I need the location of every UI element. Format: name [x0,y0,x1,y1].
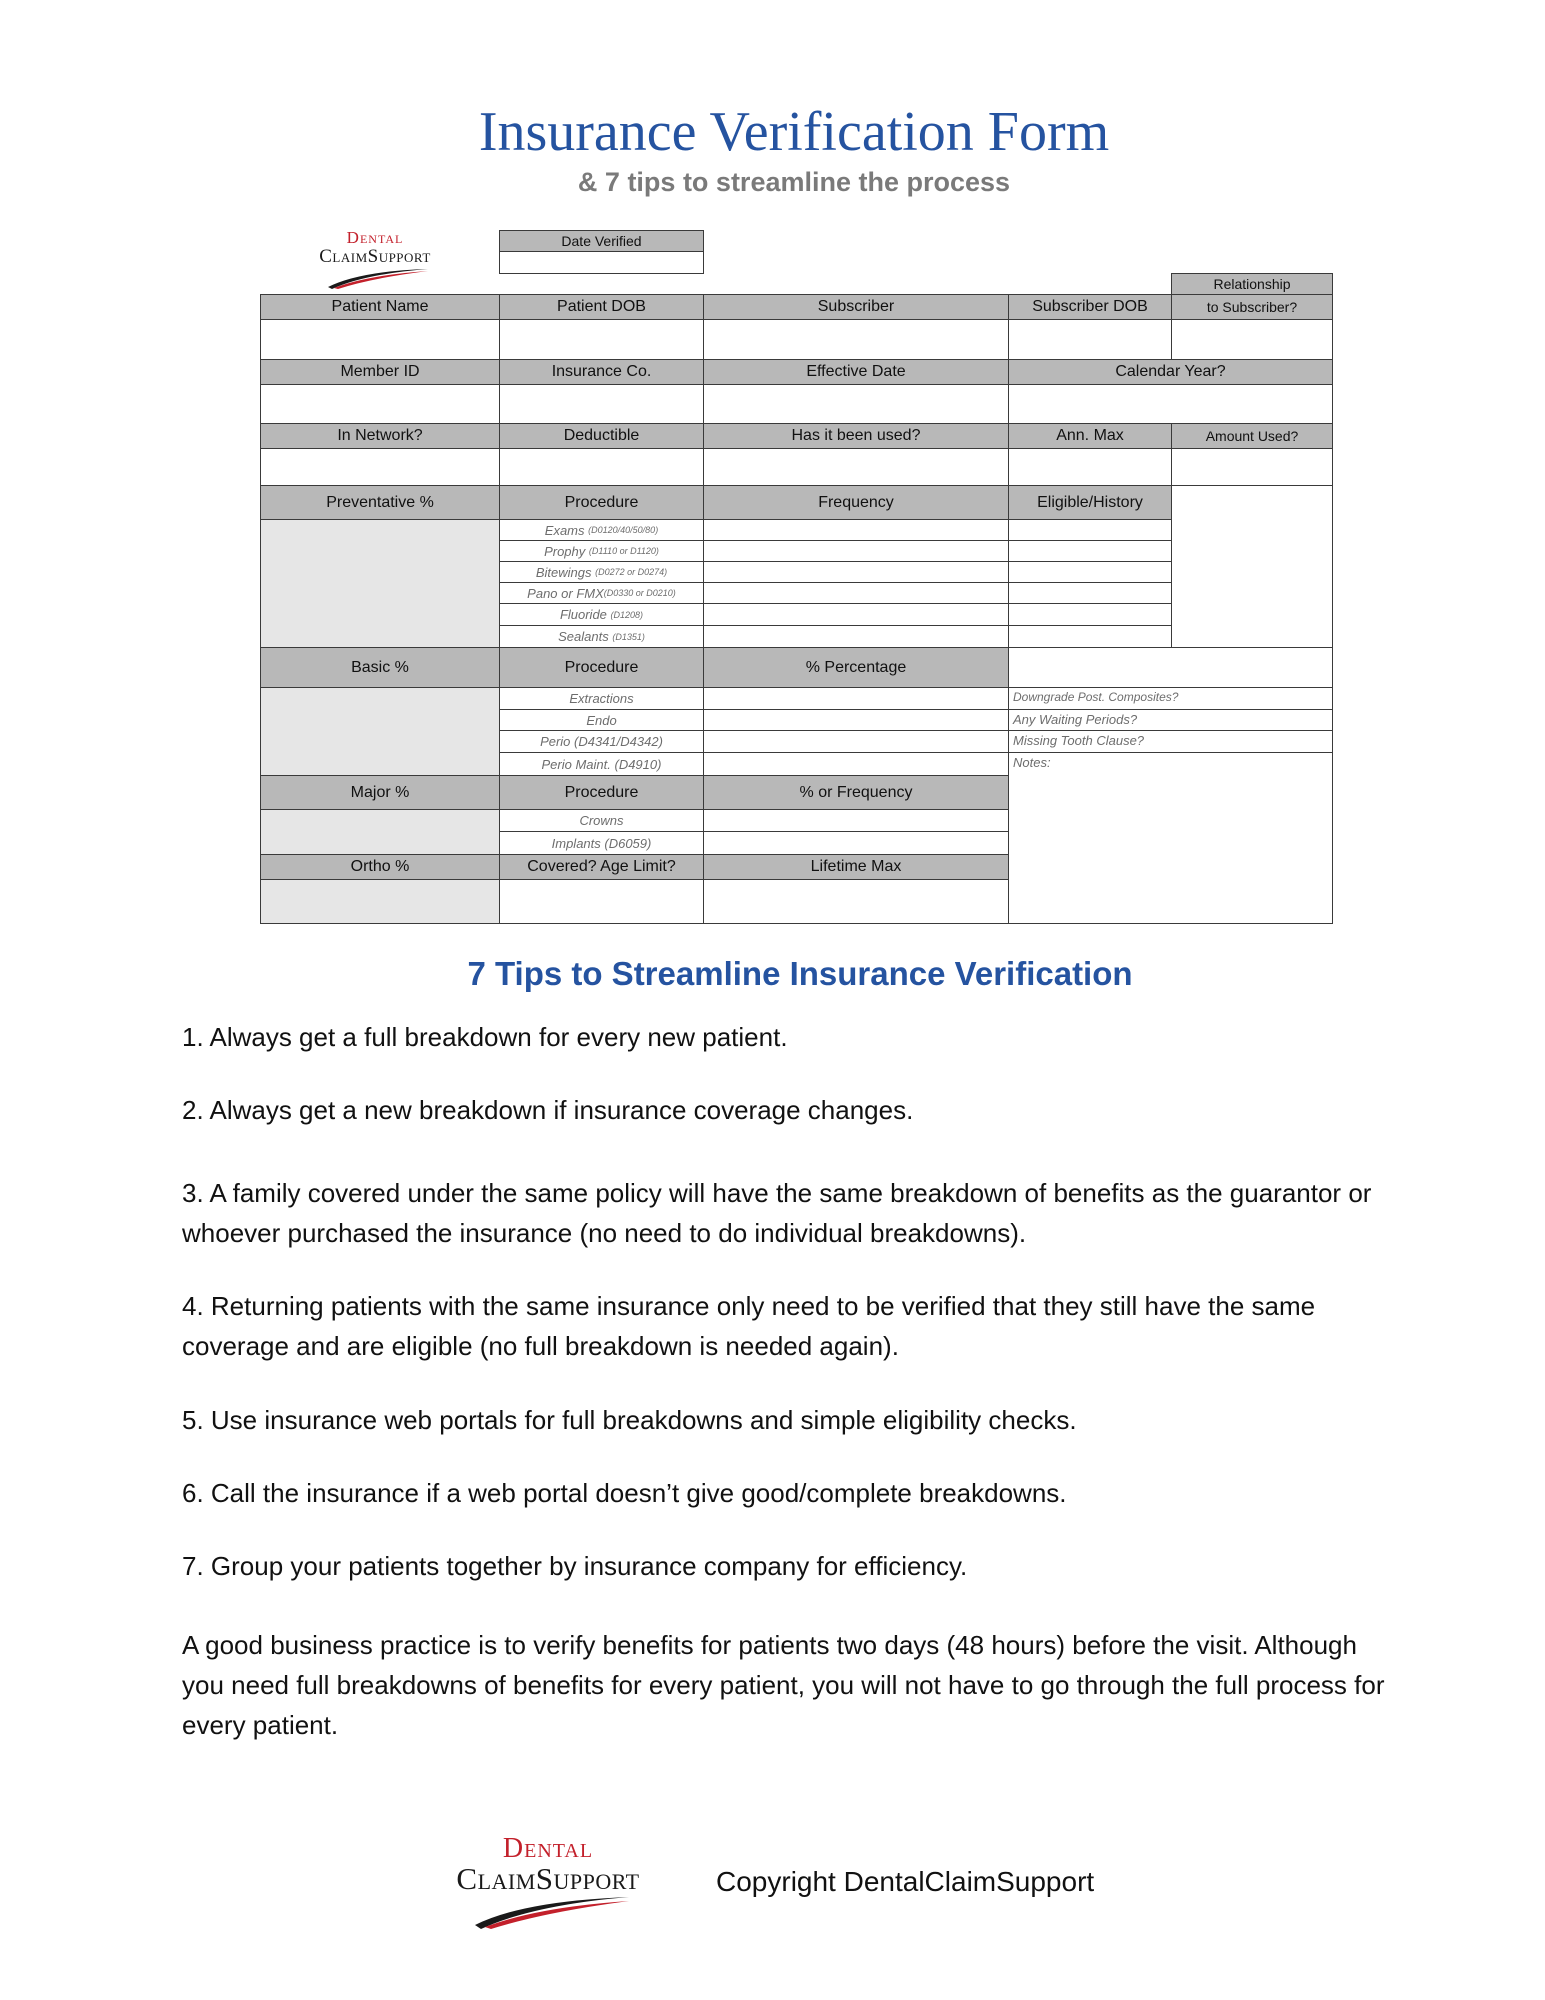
patient-name-field[interactable] [260,319,500,360]
logo-bottom [418,1835,678,1929]
preventative-side-box[interactable] [1171,485,1333,648]
logo-swoosh-icon [320,267,430,289]
ortho-covered-field[interactable] [499,879,704,924]
preventative-percent-field[interactable] [260,519,500,648]
basic-percent-field[interactable] [260,687,500,776]
history-pano-field[interactable] [1008,582,1172,604]
subscriber-dob-field[interactable] [1008,319,1172,360]
page-title: Insurance Verification Form [478,101,1110,163]
basic-percentage-header: % Percentage [703,647,1009,688]
patient-dob-header: Patient DOB [499,294,704,320]
frequency-implants-field[interactable] [703,831,1009,855]
procedure-prophy: Prophy (D1110 or D1120) [499,540,704,562]
ortho-covered-header: Covered? Age Limit? [499,854,704,880]
downgrade-composites-field[interactable]: Downgrade Post. Composites? [1008,687,1333,710]
copyright-text: Copyright DentalClaimSupport [716,1866,1095,1897]
frequency-pano-field[interactable] [703,582,1009,604]
percentage-endo-field[interactable] [703,709,1009,731]
ortho-percent-field[interactable] [260,879,500,924]
logo-bottom-line-claimsupport: ClaimSupport [456,1861,640,1896]
procedure-perio-maint: Perio Maint. (D4910) [499,752,704,776]
calendar-year-field[interactable] [1008,384,1333,424]
percentage-perio-maint-field[interactable] [703,752,1009,776]
eligible-history-header: Eligible/History [1008,485,1172,520]
frequency-exams-field[interactable] [703,519,1009,541]
in-network-field[interactable] [260,448,500,486]
procedure-endo: Endo [499,709,704,731]
frequency-fluoride-field[interactable] [703,603,1009,626]
lifetime-max-header: Lifetime Max [703,854,1009,880]
subscriber-field[interactable] [703,319,1009,360]
frequency-crowns-field[interactable] [703,809,1009,832]
procedure-extractions: Extractions [499,687,704,710]
tip-6: 6. Call the insurance if a web portal doesn’t give good/complete breakdowns. [182,1478,1067,1508]
ortho-header: Ortho % [260,854,500,880]
tips-title: 7 Tips to Streamline Insurance Verification [467,955,1133,992]
member-id-header: Member ID [260,359,500,385]
tip-1: 1. Always get a full breakdown for every new patient. [182,1022,788,1052]
tip-5: 5. Use insurance web portals for full breakdowns and simple eligibility checks. [182,1405,1077,1435]
procedure-exams: Exams (D0120/40/50/80) [499,519,704,541]
logo-top [296,229,454,289]
frequency-sealants-field[interactable] [703,625,1009,648]
frequency-prophy-field[interactable] [703,540,1009,562]
major-percent-field[interactable] [260,809,500,855]
tip-4: 4. Returning patients with the same insurance only need to be verified that they still have the same coverage and are eligible (no full breakdown is needed again). [182,1291,1316,1361]
ann-max-field[interactable] [1008,448,1172,486]
member-id-field[interactable] [260,384,500,424]
procedure-perio: Perio (D4341/D4342) [499,730,704,753]
basic-side-box[interactable] [1008,647,1333,688]
subscriber-header: Subscriber [703,294,1009,320]
major-procedure-header: Procedure [499,775,704,810]
logo-line-claimsupport: ClaimSupport [319,246,431,267]
history-exams-field[interactable] [1008,519,1172,541]
effective-date-header: Effective Date [703,359,1009,385]
procedure-pano-fmx: Pano or FMX (D0330 or D0210) [499,582,704,604]
patient-name-header: Patient Name [260,294,500,320]
notes-field[interactable]: Notes: [1008,752,1333,924]
basic-header: Basic % [260,647,500,688]
waiting-periods-field[interactable]: Any Waiting Periods? [1008,709,1333,731]
subscriber-dob-header: Subscriber DOB [1008,294,1172,320]
effective-date-field[interactable] [703,384,1009,424]
preventative-procedure-header: Procedure [499,485,704,520]
page-subtitle: & 7 tips to streamline the process [577,167,1011,197]
history-fluoride-field[interactable] [1008,603,1172,626]
history-bitewings-field[interactable] [1008,561,1172,583]
tip-7: 7. Group your patients together by insurance company for efficiency. [182,1551,968,1581]
in-network-header: In Network? [260,423,500,449]
procedure-sealants: Sealants (D1351) [499,625,704,648]
major-frequency-header: % or Frequency [703,775,1009,810]
date-verified-label: Date Verified [499,230,704,252]
logo-bottom-swoosh-icon [463,1895,633,1929]
procedure-fluoride: Fluoride (D1208) [499,603,704,626]
history-sealants-field[interactable] [1008,625,1172,648]
percentage-perio-field[interactable] [703,730,1009,753]
tip-3: 3. A family covered under the same policy will have the same breakdown of benefits as the guarantor or whoever purchased the insurance (no need to do individual breakdowns). [182,1178,1372,1248]
calendar-year-header: Calendar Year? [1008,359,1333,385]
has-been-used-field[interactable] [703,448,1009,486]
frequency-bitewings-field[interactable] [703,561,1009,583]
relationship-label-top: Relationship [1171,273,1333,295]
basic-procedure-header: Procedure [499,647,704,688]
history-prophy-field[interactable] [1008,540,1172,562]
procedure-crowns: Crowns [499,809,704,832]
relationship-header: to Subscriber? [1171,294,1333,320]
insurance-co-field[interactable] [499,384,704,424]
major-header: Major % [260,775,500,810]
deductible-header: Deductible [499,423,704,449]
lifetime-max-field[interactable] [703,879,1009,924]
has-been-used-header: Has it been used? [703,423,1009,449]
date-verified-field[interactable] [499,251,704,274]
logo-bottom-line-dental: Dental [502,1833,594,1864]
logo-line-dental: Dental [346,228,404,247]
missing-tooth-clause-field[interactable]: Missing Tooth Clause? [1008,730,1333,753]
preventative-header: Preventative % [260,485,500,520]
percentage-extractions-field[interactable] [703,687,1009,710]
deductible-field[interactable] [499,448,704,486]
procedure-implants: Implants (D6059) [499,831,704,855]
tip-2: 2. Always get a new breakdown if insurance coverage changes. [182,1095,914,1125]
patient-dob-field[interactable] [499,319,704,360]
frequency-header: Frequency [703,485,1009,520]
amount-used-header: Amount Used? [1171,423,1333,449]
relationship-field[interactable] [1171,319,1333,360]
closing-paragraph: A good business practice is to verify benefits for patients two days (48 hours) before the visit. Although you need full breakdowns of benefits for every patient, you will not have to go through the full process for every patient. [182,1630,1385,1740]
procedure-bitewings: Bitewings (D0272 or D0274) [499,561,704,583]
ann-max-header: Ann. Max [1008,423,1172,449]
insurance-co-header: Insurance Co. [499,359,704,385]
amount-used-field[interactable] [1171,448,1333,486]
